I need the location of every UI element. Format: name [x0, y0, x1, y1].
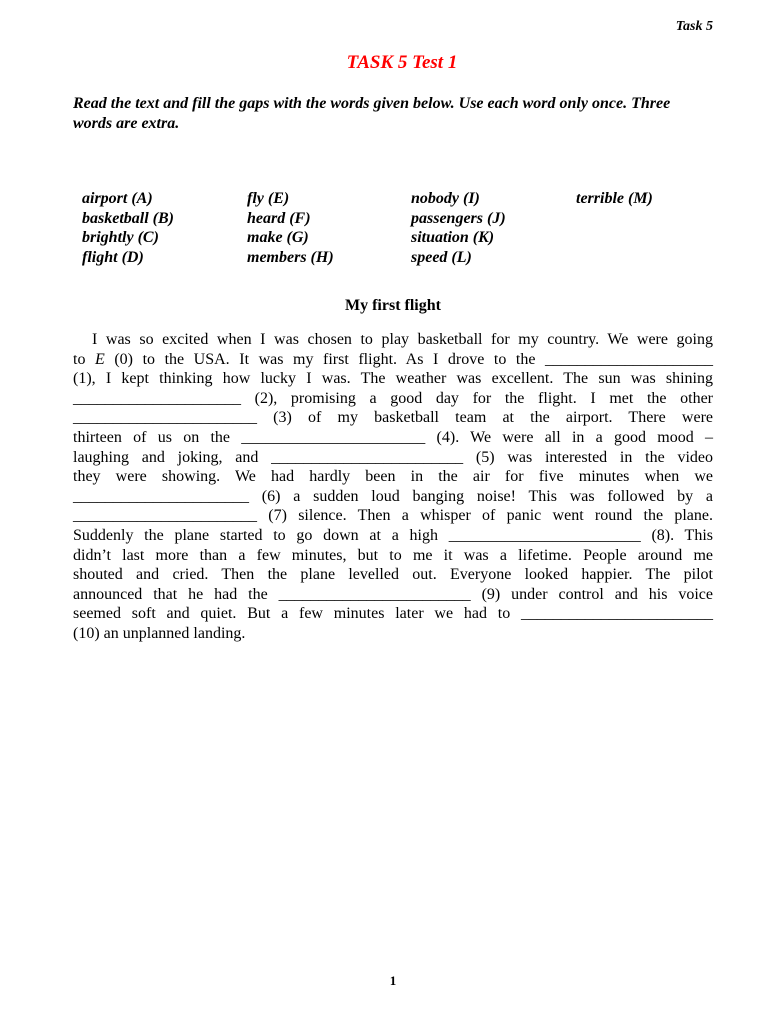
word-bank-column-2 — [247, 189, 334, 267]
story-line: seemed soft and quiet. But a few minutes later we had to ________________________ — [73, 605, 713, 623]
word-bank-item: flight (D) — [82, 248, 144, 266]
word-bank-item: speed (L) — [411, 248, 472, 266]
story-line: laughing and joking, and ________________________ (5) was interested in the video — [73, 448, 713, 466]
word-bank-item: basketball (B) — [82, 209, 174, 227]
story-line: to E (0) to the USA. It was my first flight. As I drove to the _____________________ — [73, 350, 714, 368]
word-bank-item: heard (F) — [247, 209, 311, 227]
story-line: ______________________ (6) a sudden loud banging noise! This was followed by a — [73, 487, 713, 505]
header-task-label: Task 5 — [675, 19, 713, 34]
story-line: shouted and cried. Then the plane levelled out. Everyone looked happier. The pilot — [73, 566, 713, 584]
word-bank-item: airport (A) — [82, 190, 153, 207]
story-line: thirteen of us on the _______________________ (4). We were all in a good mood – — [73, 428, 713, 446]
instructions: Read the text and fill the gaps with the words given below. Use each word only once. Three words are extra. — [73, 95, 671, 132]
word-bank-item: brightly (C) — [82, 229, 159, 246]
word-bank-item: make (G) — [247, 229, 309, 246]
story-text — [73, 330, 713, 644]
story-line: I was so excited when I was chosen to play basketball for my country. We were going — [92, 331, 713, 348]
story-title: My first flight — [345, 297, 441, 314]
story-line: announced that he had the ________________________ (9) under control and his voice — [73, 585, 713, 603]
story-line: (10) an unplanned landing. — [73, 624, 246, 642]
word-bank-item: situation (K) — [411, 229, 495, 246]
word-bank-item: fly (E) — [247, 190, 290, 207]
page-title: TASK 5 Test 1 — [346, 52, 458, 73]
story-line: (1), I kept thinking how lucky I was. The weather was excellent. The sun was shining — [73, 370, 713, 388]
story-line: _______________________ (3) of my basketball team at the airport. There were — [73, 409, 713, 427]
word-bank-item: members (H) — [247, 248, 334, 266]
story-line: _____________________ (2), promising a good day for the flight. I met the other — [73, 389, 713, 407]
word-bank-item: terrible (M) — [576, 190, 653, 207]
story-line: Suddenly the plane started to go down at a high ________________________ (8). This — [73, 526, 713, 544]
story-line: didn’t last more than a few minutes, but to me it was a lifetime. People around me — [73, 546, 713, 564]
page-number: 1 — [389, 973, 397, 988]
word-bank-column-1 — [82, 189, 174, 267]
story-line: they were showing. We had hardly been in the air for five minutes when we — [73, 468, 713, 486]
word-bank-column-3 — [411, 189, 506, 267]
word-bank-column-4 — [576, 189, 653, 209]
story-line: _______________________ (7) silence. Then a whisper of panic went round the plane. — [73, 507, 713, 525]
word-bank-item: nobody (I) — [411, 190, 480, 207]
word-bank-item: passengers (J) — [411, 209, 506, 227]
